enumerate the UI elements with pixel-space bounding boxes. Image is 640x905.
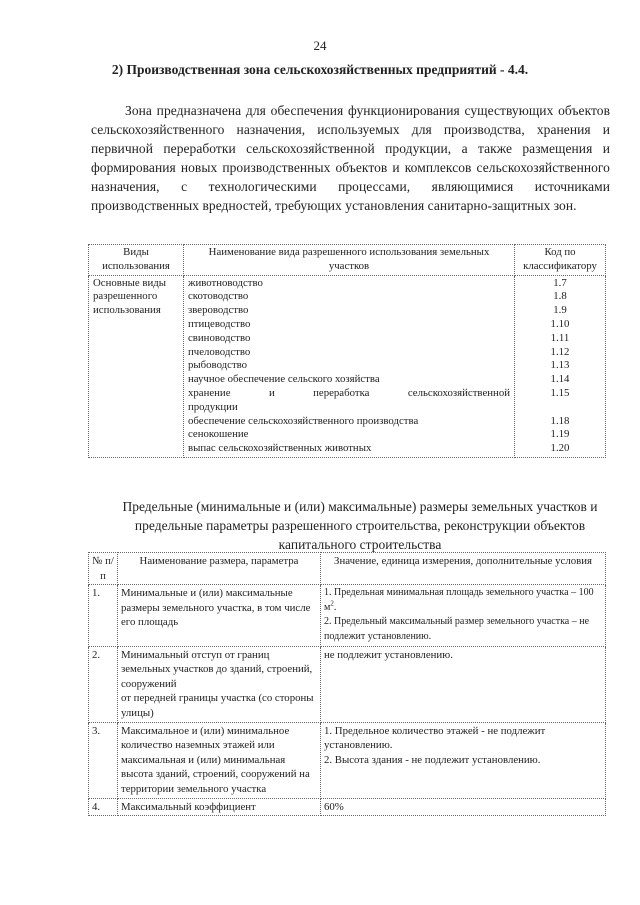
list-item: выпас сельскохозяйственных животных bbox=[188, 442, 372, 455]
list-item: сенокошение bbox=[188, 428, 249, 441]
table-row bbox=[89, 722, 606, 798]
header-parameter: Наименование размера, параметра bbox=[118, 553, 321, 585]
list-item: свиноводство bbox=[188, 331, 251, 344]
value-line-end: . bbox=[333, 601, 337, 613]
code-spacer bbox=[519, 401, 601, 415]
code-item: 1.19 bbox=[550, 428, 570, 441]
header-use-type: Виды использования bbox=[89, 245, 184, 276]
parameter-line: Минимальный отступ от границ земельных участков до зданий, строений, сооружений bbox=[121, 648, 313, 690]
list-item: пчеловодство bbox=[188, 345, 251, 358]
page-number: 24 bbox=[313, 38, 327, 53]
list-item: обеспечение сельскохозяйственного производства bbox=[188, 414, 419, 427]
table-header-row bbox=[89, 245, 606, 276]
table-row bbox=[89, 585, 606, 646]
list-item: продукции bbox=[188, 400, 238, 413]
code-item: 1.12 bbox=[550, 345, 570, 358]
use-category: Основные виды разрешенного использования bbox=[89, 275, 184, 457]
use-codes-cell bbox=[515, 275, 606, 457]
list-item: научное обеспечение сельского хозяйства bbox=[188, 373, 380, 386]
row-number: 4. bbox=[89, 798, 118, 816]
row-parameter: Минимальные и (или) максимальные размеры земельного участка, в том числе его площадь bbox=[118, 585, 321, 646]
code-item: 1.18 bbox=[550, 414, 570, 427]
value-line: 1. Предельная минимальная площадь земельного участка – 100 м bbox=[324, 587, 594, 613]
header-code: Код по классификатору bbox=[515, 245, 606, 276]
list-item: скотоводство bbox=[188, 290, 249, 303]
code-item: 1.13 bbox=[550, 359, 570, 372]
parameter-line: от передней границы участка (со стороны улицы) bbox=[121, 692, 314, 719]
limits-table bbox=[88, 552, 606, 816]
row-number: 2. bbox=[89, 646, 118, 722]
value-line: 1. Предельное количество этажей - не подлежит установлению. bbox=[324, 724, 546, 752]
list-item: птицеводство bbox=[188, 317, 251, 330]
table-header-row bbox=[89, 553, 606, 585]
row-number: 1. bbox=[89, 585, 118, 646]
row-number: 3. bbox=[89, 722, 118, 798]
superscript: 2 bbox=[330, 599, 334, 608]
header-use-name: Наименование вида разрешенного использования земельных участков bbox=[184, 245, 515, 276]
code-item: 1.15 bbox=[550, 386, 570, 399]
list-item: животноводство bbox=[188, 276, 263, 289]
row-value: не подлежит установлению. bbox=[321, 646, 606, 722]
limits-heading: Предельные (минимальные и (или) максимальные) размеры земельных участков и предельные параметры разрешенного строительства, реконструкции объектов капитального строительства bbox=[122, 499, 598, 552]
code-item: 1.8 bbox=[553, 290, 567, 303]
row-parameter: Максимальный коэффициент bbox=[118, 798, 321, 816]
list-item: звероводство bbox=[188, 304, 249, 317]
row-value bbox=[321, 722, 606, 798]
row-value bbox=[321, 585, 606, 646]
header-value: Значение, единица измерения, дополнительные условия bbox=[321, 553, 606, 585]
header-number: № п/п bbox=[89, 553, 118, 585]
code-item: 1.11 bbox=[550, 331, 570, 344]
row-parameter: Максимальное и (или) минимальное количество наземных этажей или максимальная и (или) минимальная высота зданий, строений, сооружений на территории земельного участка bbox=[118, 722, 321, 798]
table-row bbox=[89, 646, 606, 722]
value-line: 2. Предельный максимальный размер земельного участка – не подлежит установлению. bbox=[324, 616, 590, 642]
value-line: 2. Высота здания - не подлежит установлению. bbox=[324, 753, 541, 766]
section-title: 2) Производственная зона сельскохозяйственных предприятий - 4.4. bbox=[111, 62, 529, 77]
list-item: хранение и переработка сельскохозяйственной bbox=[188, 386, 510, 399]
code-item: 1.14 bbox=[550, 373, 570, 386]
code-item: 1.10 bbox=[550, 317, 570, 330]
use-names-cell bbox=[184, 275, 515, 457]
list-item: рыбоводство bbox=[188, 359, 248, 372]
table-row bbox=[89, 798, 606, 816]
code-item: 1.9 bbox=[553, 304, 567, 317]
code-item: 1.7 bbox=[553, 276, 567, 289]
permitted-uses-table bbox=[88, 244, 606, 458]
intro-paragraph: Зона предназначена для обеспечения функционирования существующих объектов сельскохозяйственного назначения, используемых для производства, хранения и первичной переработки сельскохозяйственной продукции, а также размещения и формирования новых производственных объектов и комплексов сельскохозяйственного назначения, с технологическими процессами, являющимися источниками производственных вредностей, требующих установления санитарно-защитных зон. bbox=[91, 103, 610, 214]
row-value: 60% bbox=[321, 798, 606, 816]
code-item: 1.20 bbox=[550, 442, 570, 455]
row-parameter bbox=[118, 646, 321, 722]
table-row bbox=[89, 275, 606, 457]
